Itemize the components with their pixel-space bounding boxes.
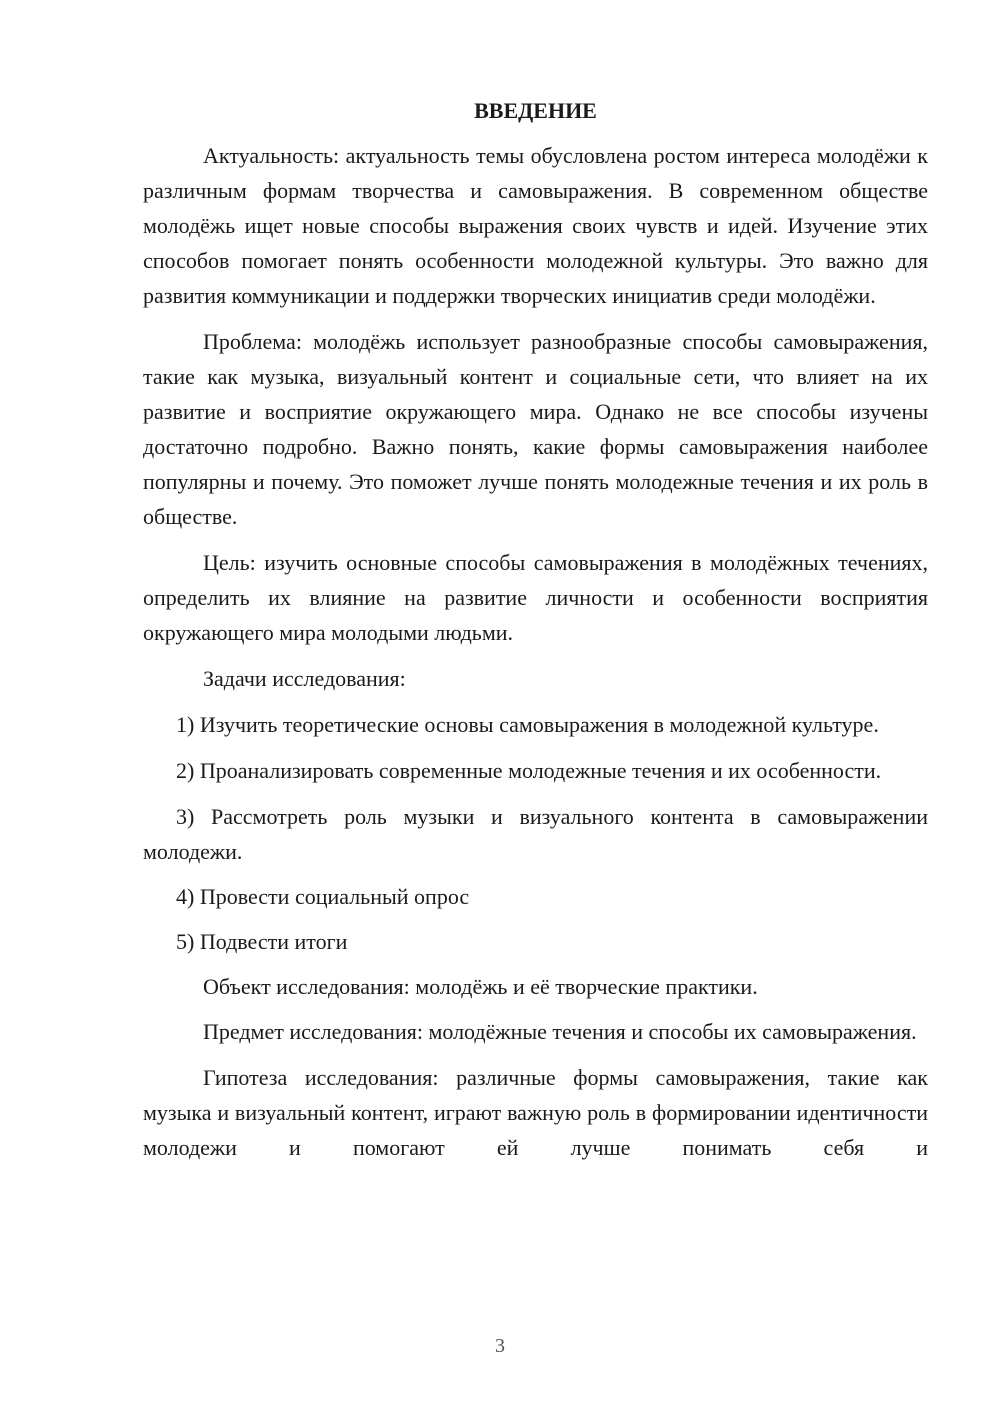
subject-paragraph: Предмет исследования: молодёжные течения и способы их самовыражения. [203, 1019, 917, 1044]
task-item-3: 3) Рассмотреть роль музыки и визуального контента в самовыражении молодежи. [143, 804, 928, 864]
object-paragraph: Объект исследования: молодёжь и её творческие практики. [203, 974, 758, 999]
problem-paragraph: Проблема: молодёжь использует разнообразные способы самовыражения, такие как музыка, визуальный контент и социальные сети, что влияет на их развитие и восприятие окружающего мира. Однако не все способы изучены достаточно подробно. Важно понять, какие формы самовыражения наиболее популярны и почему. Это поможет лучше понять молодежные течения и их роль в обществе. [143, 329, 928, 529]
relevance-paragraph: Актуальность: актуальность темы обусловлена ростом интереса молодёжи к различным формам творчества и самовыражения. В современном обществе молодёжь ищет новые способы выражения своих чувств и идей. Изучение этих способов помогает понять особенности молодежной культуры. Это важно для развития коммуникации и поддержки творческих инициатив среди молодёжи. [143, 143, 928, 308]
task-item-5: 5) Подвести итоги [176, 929, 348, 954]
task-item-1: 1) Изучить теоретические основы самовыражения в молодежной культуре. [176, 712, 879, 737]
goal-paragraph: Цель: изучить основные способы самовыражения в молодёжных течениях, определить их влияние на развитие личности и особенности восприятия окружающего мира молодыми людьми. [143, 550, 928, 645]
tasks-heading: Задачи исследования: [203, 666, 406, 691]
hypothesis-paragraph: Гипотеза исследования: различные формы самовыражения, такие как музыка и визуальный контент, играют важную роль в формировании идентичности молодежи и помогают ей лучше понимать себя и [143, 1065, 928, 1160]
task-item-4: 4) Провести социальный опрос [176, 884, 470, 909]
document-page [143, 96, 928, 1165]
section-title: ВВЕДЕНИЕ [474, 98, 597, 123]
page-number: 3 [495, 1335, 505, 1357]
task-item-2: 2) Проанализировать современные молодежные течения и их особенности. [176, 758, 882, 783]
